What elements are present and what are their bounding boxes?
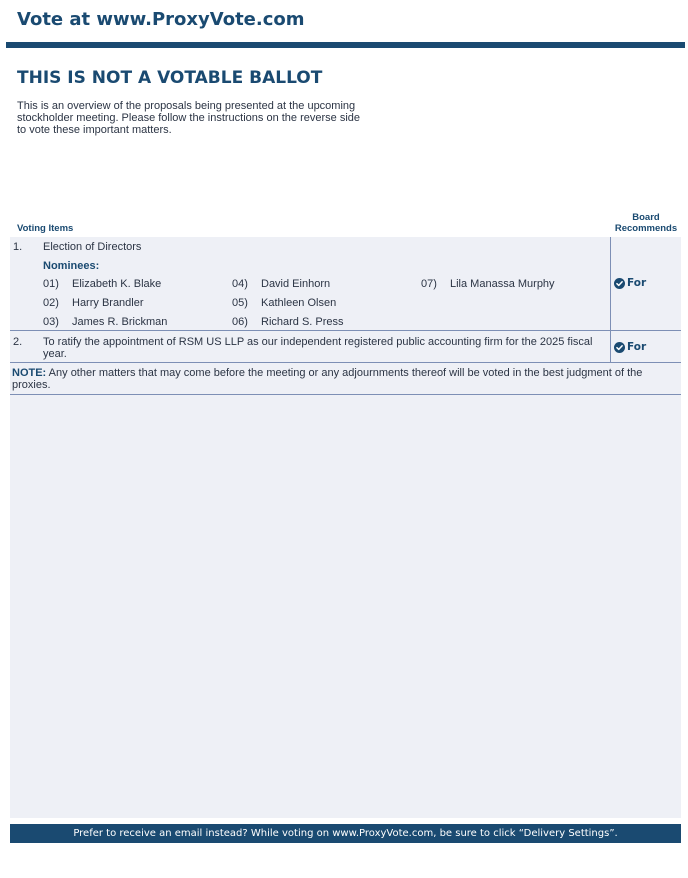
- rec-divider-1: [610, 237, 611, 330]
- check-circle-icon: [614, 342, 625, 353]
- nominee-name: David Einhorn: [261, 278, 331, 290]
- nominee-name: James R. Brickman: [72, 316, 168, 328]
- nominee-number: 06): [232, 316, 248, 328]
- proposal-1-recommendation: [614, 277, 646, 289]
- proposal-2-title-line2: year.: [43, 348, 67, 360]
- nominee-number: 01): [43, 278, 59, 290]
- voting-items-header: Voting Items: [17, 223, 74, 234]
- recommendation-label: For: [627, 341, 647, 353]
- note-label: NOTE:: [12, 367, 47, 379]
- proposal-2-title-line1: To ratify the appointment of RSM US LLP as our independent registered public accounting firm for the 2025 fiscal: [43, 336, 593, 348]
- recommendation-label: For: [627, 277, 647, 289]
- proposal-2-number: 2.: [13, 336, 23, 348]
- nominee-name: Kathleen Olsen: [261, 297, 337, 309]
- nominee-number: 05): [232, 297, 248, 309]
- proposal-divider: [10, 330, 681, 331]
- proposal-1-title: Election of Directors: [43, 241, 142, 253]
- footer-bar: Prefer to receive an email instead? While voting on www.ProxyVote.com, be sure to click “Delivery Settings”.: [10, 824, 681, 843]
- nominee-name: Lila Manassa Murphy: [450, 278, 555, 290]
- check-circle-icon: [614, 278, 625, 289]
- nominees-label: Nominees:: [43, 260, 100, 272]
- note-divider: [10, 394, 681, 395]
- intro-text: This is an overview of the proposals being presented at the upcoming stockholder meeting. Please follow the instructions on the reverse side to vote these important matters.: [17, 100, 361, 136]
- proposal-divider: [10, 362, 681, 363]
- proposal-2-recommendation: [614, 341, 646, 353]
- nominee-name: Elizabeth K. Blake: [72, 278, 162, 290]
- nominee-number: 03): [43, 316, 59, 328]
- note: [12, 367, 676, 391]
- notice-title: THIS IS NOT A VOTABLE BALLOT: [17, 68, 323, 88]
- nominee-number: 02): [43, 297, 59, 309]
- board-header-line2: Recommends: [614, 222, 678, 234]
- proposal-1-number: 1.: [13, 241, 23, 253]
- board-header-line1: Board: [632, 212, 660, 223]
- rec-divider-2: [610, 331, 611, 362]
- nominee-name: Richard S. Press: [261, 316, 344, 328]
- board-recommends-header: [608, 213, 684, 234]
- note-text: Any other matters that may come before the meeting or any adjournments thereof will be voted in the best judgment of the proxies.: [12, 367, 643, 391]
- nominee-name: Harry Brandler: [72, 297, 144, 309]
- nominee-number: 04): [232, 278, 248, 290]
- header-title: Vote at www.ProxyVote.com: [17, 9, 305, 30]
- nominee-number: 07): [421, 278, 437, 290]
- header-rule: [6, 42, 685, 48]
